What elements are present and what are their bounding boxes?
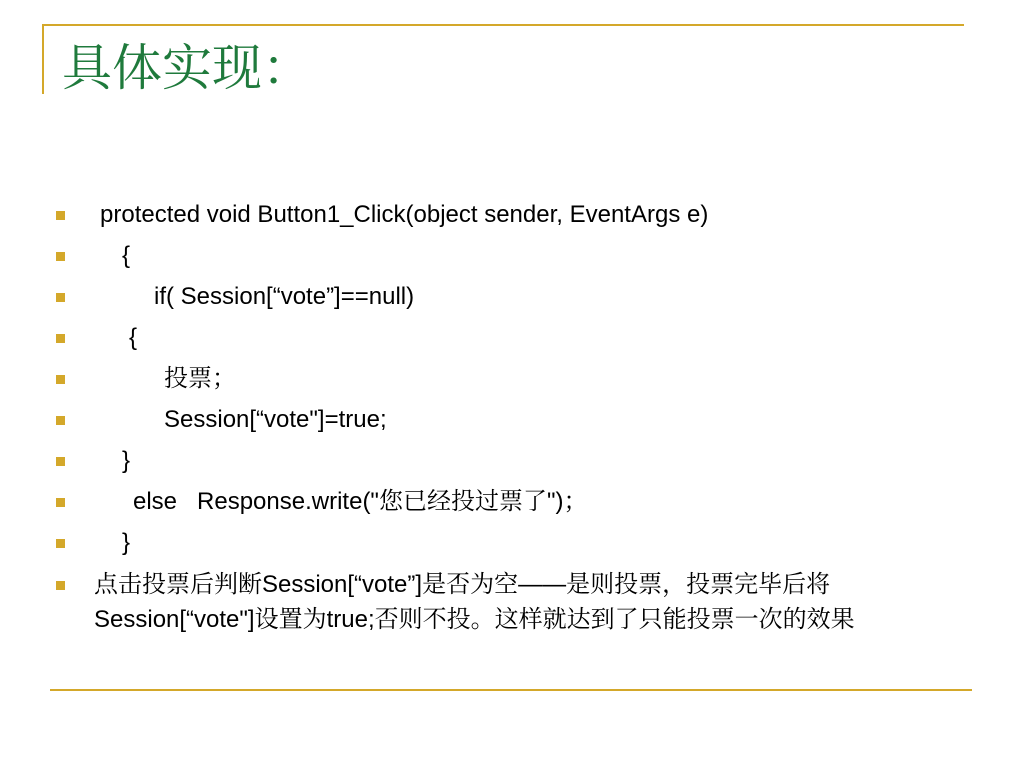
code-line: protected void Button1_Click(object sender, EventArgs e) [100,201,709,228]
bottom-rule [50,689,972,691]
bullet-square-icon [56,539,65,548]
code-line: { [122,242,131,269]
bullet-square-icon [56,252,65,261]
bullet-square-icon [56,581,65,590]
code-line: } [122,447,131,474]
code-line: if( Session[“vote”]==null) [154,283,415,310]
bullet-square-icon [56,416,65,425]
code-line: { [129,324,138,351]
code-line: Session[“vote"]=true; [164,406,387,433]
code-line: else Response.write("您已经投过票了")； [133,488,588,515]
bullet-square-icon [56,498,65,507]
bullet-square-icon [56,211,65,220]
slide-title: 具体实现： [62,39,312,97]
bullet-square-icon [56,375,65,384]
code-line: } [122,529,131,556]
code-line: 投票； [164,365,236,392]
summary-text: 点击投票后判断Session[“vote”]是否为空——是则投票，投票完毕后将Session[“vote"]设置为true;否则不投。这样就达到了只能投票一次的效果 [94,571,855,633]
bullet-square-icon [56,293,65,302]
bullet-square-icon [56,457,65,466]
bullet-square-icon [56,334,65,343]
